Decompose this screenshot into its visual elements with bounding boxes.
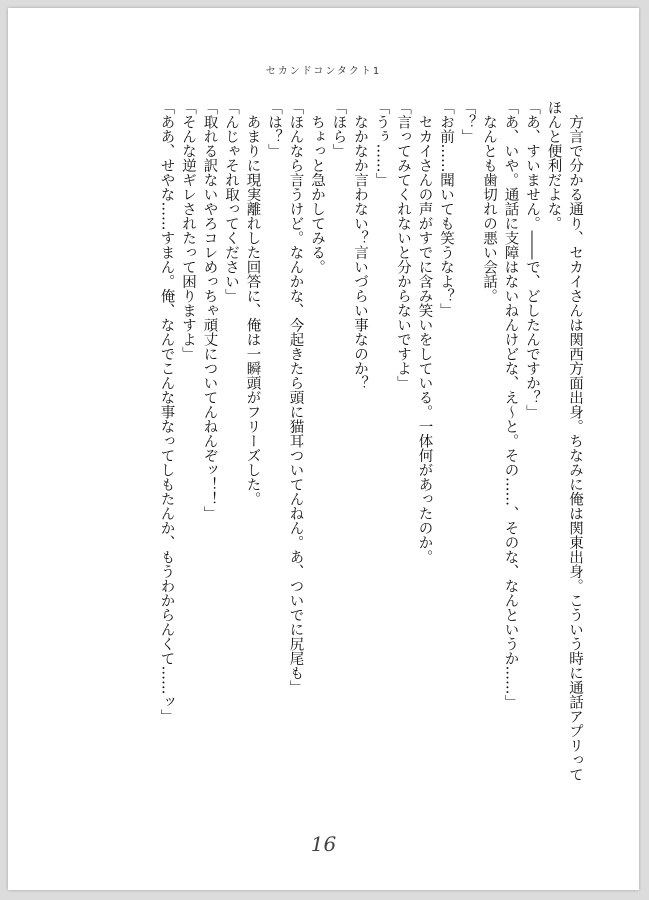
book-page — [8, 8, 639, 890]
text-line: 方言で分かる通り、セカイさんは関西方面出身。ちなみに俺は関東出身。こういう時に通話アプリって — [567, 100, 583, 782]
text-line: 「？」 — [459, 100, 476, 144]
text-line: セカイさんの声がすでに含み笑いをしている。一体何があったのか。 — [416, 100, 433, 564]
text-line: 「あ、すいません。――で、どしたんですか？」 — [524, 100, 540, 419]
text-line: 「言ってみてくれないと分からないですよ」 — [395, 100, 411, 390]
text-line: 「うぅ……」 — [373, 100, 390, 187]
text-line: 「ほんなら言うけど。なんかな、今起きたら頭に猫耳ついてんねん。あ、ついでに尻尾も」 — [287, 100, 304, 695]
text-line: なかなか言わない？言いづらい事なのか？ — [352, 100, 368, 390]
text-line: なんとも歯切れの悪い会話。 — [481, 100, 497, 303]
text-line: ほんと便利だよな。 — [545, 100, 562, 231]
text-line: 「そんな逆ギレされたって困りますよ」 — [180, 100, 196, 361]
text-line: 「ほら」 — [330, 100, 347, 158]
text-line: ちょっと急かしてみる。 — [309, 100, 325, 274]
text-line: 「んじゃそれ取ってください」 — [223, 100, 239, 303]
running-head-title: セカンドコンタクト1 — [265, 66, 382, 77]
vertical-text-block — [155, 100, 585, 782]
page-number: 16 — [310, 832, 337, 856]
text-line: あまりに現実離れした回答に、俺は一瞬頭がフリーズした。 — [244, 100, 261, 506]
text-line: 「取れる訳ないやろコレめっちゃ頑丈についてんねんぞッ！！」 — [201, 100, 218, 521]
text-line: 「は？」 — [266, 100, 282, 158]
text-line: 「お前……聞いても笑うなよ？」 — [438, 100, 454, 318]
text-line: 「あ、いや。通話に支障はないねんけどな、え～と。その……、そのな、なんというか……」 — [502, 100, 519, 709]
text-line: 「ああ、せやな……すまん。俺、なんでこんな事なってしもたんか、もうわからんくて……ッ」 — [158, 100, 175, 724]
